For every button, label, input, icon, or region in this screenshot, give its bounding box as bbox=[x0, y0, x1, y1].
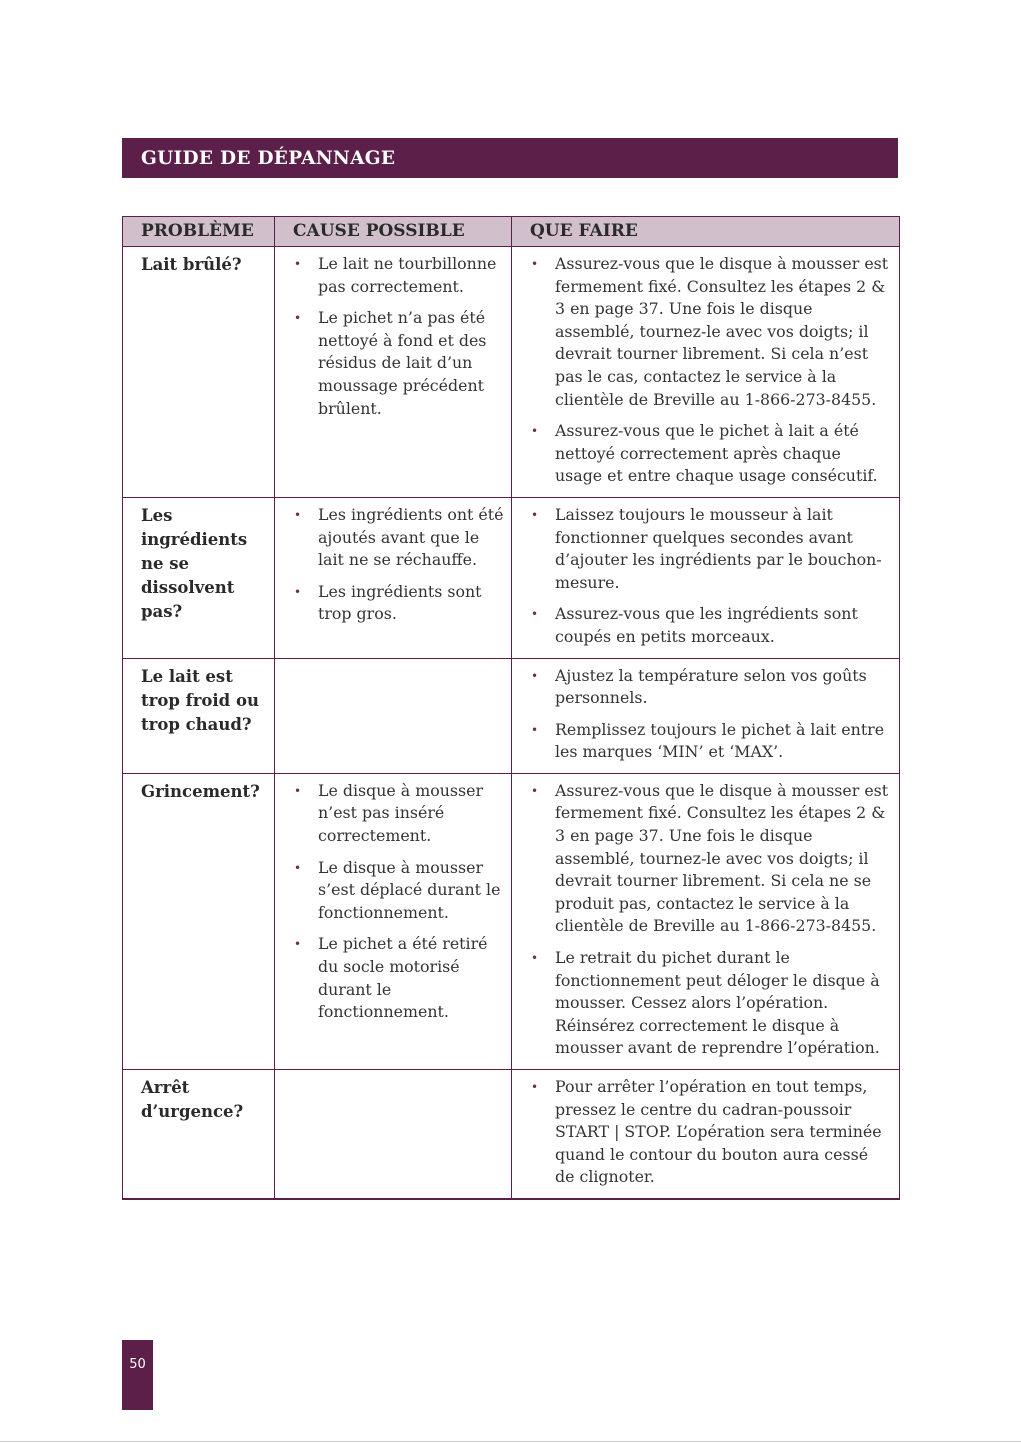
cause-cell bbox=[275, 247, 512, 498]
problem-cell: Arrêt d’urgence? bbox=[123, 1070, 275, 1199]
page-bottom-divider bbox=[0, 1441, 1021, 1442]
column-header-action: QUE FAIRE bbox=[512, 217, 900, 247]
cause-cell bbox=[275, 1070, 512, 1199]
bullet-icon: • bbox=[531, 257, 539, 271]
problem-cell: Les ingrédients ne se dissolvent pas? bbox=[123, 497, 275, 658]
table-row bbox=[123, 773, 900, 1069]
cause-item bbox=[275, 253, 511, 298]
bullet-icon: • bbox=[531, 607, 539, 622]
table-row bbox=[123, 1070, 900, 1199]
action-item bbox=[512, 947, 899, 1060]
action-cell bbox=[512, 247, 900, 498]
table-row bbox=[123, 497, 900, 658]
action-item bbox=[512, 1076, 899, 1189]
problem-cell: Grincement? bbox=[123, 773, 275, 1069]
bullet-icon: • bbox=[294, 584, 302, 599]
cause-item bbox=[275, 581, 511, 626]
action-text: Ajustez la température selon vos goûts personnels. bbox=[555, 665, 867, 708]
troubleshooting-table bbox=[122, 216, 900, 1200]
bullet-icon: • bbox=[294, 783, 302, 798]
bullet-icon: • bbox=[531, 722, 539, 737]
cause-cell bbox=[275, 773, 512, 1069]
action-item bbox=[512, 253, 899, 411]
bullet-icon: • bbox=[531, 951, 539, 966]
action-text: Pour arrêter l’opération en tout temps, pressez le centre du cadran-poussoir START | STOP. L’opération sera terminée quand le contour du bouton aura cessé de clignoter. bbox=[555, 1077, 882, 1187]
action-text: Assurez-vous que le pichet à lait a été nettoyé correctement après chaque usage et entre chaque usage consécutif. bbox=[555, 421, 878, 486]
cause-text: Le disque à mousser n’est pas inséré correctement. bbox=[318, 780, 484, 846]
action-text: Le retrait du pichet durant le fonctionnement peut déloger le disque à mousser. Cessez alors l’opération. Réinsérez correctement le disque à mousser avant de reprendre l’opération. bbox=[555, 948, 880, 1058]
bullet-icon: • bbox=[531, 668, 539, 683]
section-header-bar bbox=[122, 138, 898, 178]
table-header-row bbox=[123, 217, 900, 247]
action-text: Remplissez toujours le pichet à lait entre les marques ‘MIN’ et ‘MAX’. bbox=[555, 719, 885, 762]
bullet-icon: • bbox=[294, 311, 302, 326]
cause-item bbox=[275, 504, 511, 572]
problem-cell: Le lait est trop froid ou trop chaud? bbox=[123, 658, 275, 773]
action-cell bbox=[512, 773, 900, 1069]
bullet-icon: • bbox=[294, 937, 302, 952]
page-number-tab bbox=[122, 1340, 153, 1410]
cause-text: Le lait ne tourbillonne pas correctement. bbox=[318, 254, 497, 296]
table-row bbox=[123, 658, 900, 773]
action-text: Assurez-vous que le disque à mousser est fermement fixé. Consultez les étapes 2 & 3 en page 37. Une fois le disque assemblé, tournez-le avec vos doigts; il devrait tourner librement. Si cela ne se produit pas, contactez le service à la clientèle de Breville au 1-866-273-8455. bbox=[555, 780, 889, 936]
cause-text: Le pichet n’a pas été nettoyé à fond et des résidus de lait d’un moussage précédent brûlent. bbox=[318, 308, 487, 418]
cause-cell bbox=[275, 658, 512, 773]
cause-item bbox=[275, 857, 511, 925]
cause-item bbox=[275, 780, 511, 848]
action-text: Assurez-vous que le disque à mousser est fermement fixé. Consultez les étapes 2 & 3 en page 37. Une fois le disque assemblé, tournez-le avec vos doigts; il devrait tourner librement. Si cela n’est pas le cas, contactez le service à la clientèle de Breville au 1-866-273-8455. bbox=[555, 254, 889, 409]
cause-item bbox=[275, 307, 511, 420]
column-header-problem: PROBLÈME bbox=[123, 217, 275, 247]
table-row bbox=[123, 247, 900, 498]
action-item bbox=[512, 420, 899, 488]
cause-text: Les ingrédients sont trop gros. bbox=[318, 581, 482, 624]
column-header-cause: CAUSE POSSIBLE bbox=[275, 217, 512, 247]
cause-text: Les ingrédients ont été ajoutés avant que le lait ne se réchauffe. bbox=[318, 504, 504, 570]
bullet-icon: • bbox=[531, 507, 539, 522]
page-number: 50 bbox=[129, 1357, 146, 1372]
bullet-icon: • bbox=[294, 507, 302, 522]
section-title: GUIDE DE DÉPANNAGE bbox=[141, 147, 396, 169]
bullet-icon: • bbox=[531, 783, 539, 798]
bullet-icon: • bbox=[531, 424, 539, 439]
action-item bbox=[512, 665, 899, 710]
action-text: Laissez toujours le mousseur à lait fonctionner quelques secondes avant d’ajouter les ingrédients par le bouchon-mesure. bbox=[555, 504, 882, 592]
action-cell bbox=[512, 1070, 900, 1199]
bullet-icon: • bbox=[294, 860, 302, 875]
cause-text: Le disque à mousser s’est déplacé durant le fonctionnement. bbox=[318, 857, 501, 922]
action-item bbox=[512, 603, 899, 648]
action-text: Assurez-vous que les ingrédients sont coupés en petits morceaux. bbox=[555, 604, 858, 646]
cause-cell bbox=[275, 497, 512, 658]
action-item bbox=[512, 504, 899, 594]
cause-item bbox=[275, 933, 511, 1023]
problem-cell: Lait brûlé? bbox=[123, 247, 275, 498]
action-item bbox=[512, 719, 899, 764]
bullet-icon: • bbox=[294, 257, 302, 271]
action-cell bbox=[512, 658, 900, 773]
cause-text: Le pichet a été retiré du socle motorisé durant le fonctionnement. bbox=[318, 934, 488, 1022]
bullet-icon: • bbox=[531, 1080, 539, 1094]
action-cell bbox=[512, 497, 900, 658]
action-item bbox=[512, 780, 899, 938]
